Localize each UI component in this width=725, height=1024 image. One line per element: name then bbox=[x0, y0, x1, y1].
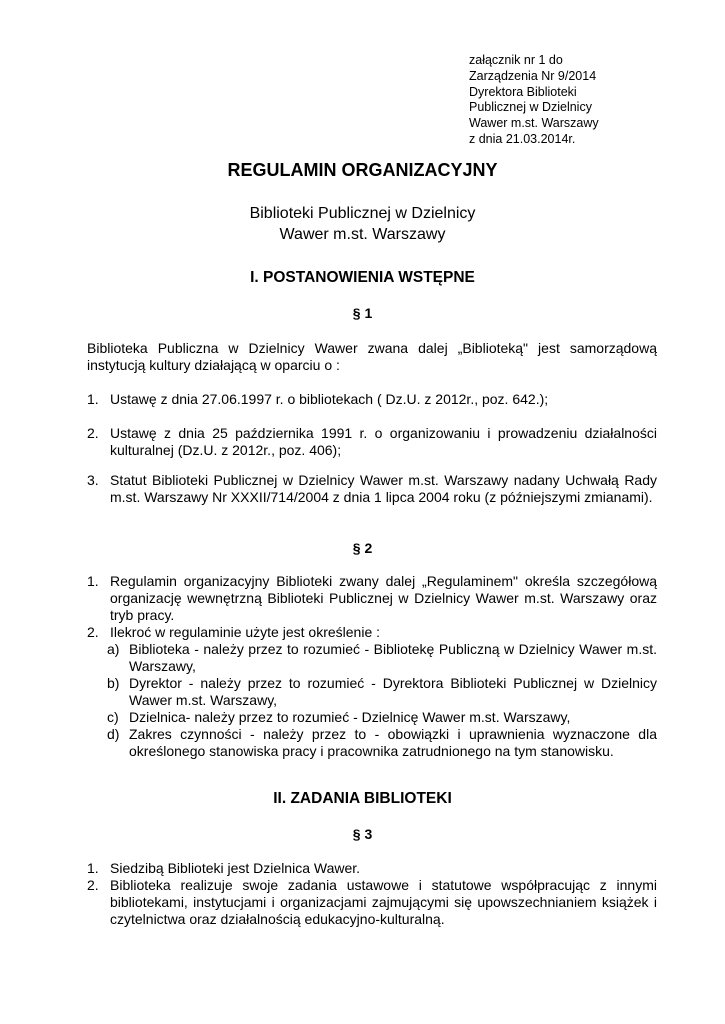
subtitle-line: Biblioteki Publicznej w Dzielnicy bbox=[249, 205, 476, 222]
list-text: Ustawę z dnia 25 października 1991 r. o organizowaniu i prowadzeniu działalności kulturalnej (Dz.U. z 2012r., poz. 406); bbox=[110, 425, 657, 458]
subtitle-line: Wawer m.st. Warszawy bbox=[279, 226, 446, 243]
annex-line: Zarządzenia Nr 9/2014 bbox=[469, 68, 597, 83]
sub-list-letter: d) bbox=[107, 726, 120, 742]
sub-list-text: Biblioteka - należy przez to rozumieć - Bibliotekę Publiczną w Dzielnicy Wawer m.st. Warszawy, bbox=[129, 641, 657, 674]
annex-line: załącznik nr 1 do bbox=[469, 53, 563, 67]
list-text: Siedzibą Biblioteki jest Dzielnica Wawer. bbox=[110, 860, 361, 876]
annex-line: z dnia 21.03.2014r. bbox=[469, 131, 576, 146]
list-number: 1. bbox=[87, 860, 99, 876]
paragraph-symbol: § 1 bbox=[352, 305, 373, 321]
sub-list-text: Dyrektor - należy przez to rozumieć - Dyrektora Biblioteki Publicznej w Dzielnicy Wawer m.st. Warszawy, bbox=[129, 675, 657, 708]
sub-list-item bbox=[107, 641, 657, 675]
annex-line: Dyrektora Biblioteki bbox=[469, 84, 577, 99]
list-text: Biblioteka realizuje swoje zadania ustawowe i statutowe współpracując z innymi bibliotekami, instytucjami i organizacjami zajmującymi się upowszechnianiem książek i czytelnictwa oraz działalnością edukacyjno-kulturalną. bbox=[110, 877, 657, 927]
list-number: 1. bbox=[87, 391, 99, 407]
sub-list-text: Zakres czynności - należy przez to - obowiązki i uprawnienia wyznaczone dla określonego stanowiska pracy i pracownika zatrudnionego na tym stanowisku. bbox=[129, 726, 657, 759]
section-heading: II. ZADANIA BIBLIOTEKI bbox=[273, 790, 452, 807]
numbered-list bbox=[87, 860, 657, 928]
numbered-list bbox=[87, 573, 657, 760]
document-title: REGULAMIN ORGANIZACYJNY bbox=[227, 160, 498, 180]
list-item bbox=[87, 624, 657, 641]
list-text: Ustawę z dnia 27.06.1997 r. o bibliotekach ( Dz.U. z 2012r., poz. 642.); bbox=[110, 391, 549, 407]
list-item bbox=[87, 860, 657, 877]
annex-line: Wawer m.st. Warszawy bbox=[469, 116, 599, 131]
paragraph-symbol: § 2 bbox=[352, 540, 373, 556]
list-number: 2. bbox=[87, 877, 99, 893]
list-text: Ilekroć w regulaminie użyte jest określenie : bbox=[110, 624, 381, 640]
list-item bbox=[87, 425, 657, 459]
list-text: Statut Biblioteki Publicznej w Dzielnicy Wawer m.st. Warszawy nadany Uchwałą Rady m.st. Warszawy Nr XXXII/714/2004 z dnia 1 lipca 2004 roku (z późniejszymi zmianami). bbox=[110, 472, 657, 505]
list-item bbox=[87, 472, 657, 506]
sub-list-item bbox=[107, 675, 657, 709]
sub-list-item bbox=[107, 709, 657, 726]
list-text: Regulamin organizacyjny Biblioteki zwany dalej „Regulaminem" określa szczegółową organizację wewnętrzną Biblioteki Publicznej w Dzielnicy Wawer m.st. Warszawy oraz tryb pracy. bbox=[110, 573, 657, 623]
document-subtitle bbox=[0, 203, 725, 245]
list-number: 3. bbox=[87, 472, 99, 488]
list-item bbox=[87, 877, 657, 928]
sub-list-letter: b) bbox=[107, 675, 120, 691]
section-heading: I. POSTANOWIENIA WSTĘPNE bbox=[250, 269, 475, 286]
paragraph-intro: Biblioteka Publiczna w Dzielnicy Wawer zwana dalej „Biblioteką" jest samorządową instytucją kultury działającą w oparciu o : bbox=[87, 340, 657, 373]
annex-note bbox=[469, 53, 599, 148]
sub-list-letter: a) bbox=[107, 641, 120, 657]
list-number: 1. bbox=[87, 573, 99, 589]
list-number: 2. bbox=[87, 425, 99, 441]
list-number: 2. bbox=[87, 624, 99, 640]
list-item bbox=[87, 573, 657, 624]
list-item bbox=[87, 391, 657, 408]
sub-list-item bbox=[107, 726, 657, 760]
annex-line: Publicznej w Dzielnicy bbox=[469, 100, 592, 115]
sub-list-text: Dzielnica- należy przez to rozumieć - Dzielnicę Wawer m.st. Warszawy, bbox=[129, 709, 571, 725]
paragraph-symbol: § 3 bbox=[352, 826, 373, 842]
sub-list-letter: c) bbox=[107, 709, 119, 725]
